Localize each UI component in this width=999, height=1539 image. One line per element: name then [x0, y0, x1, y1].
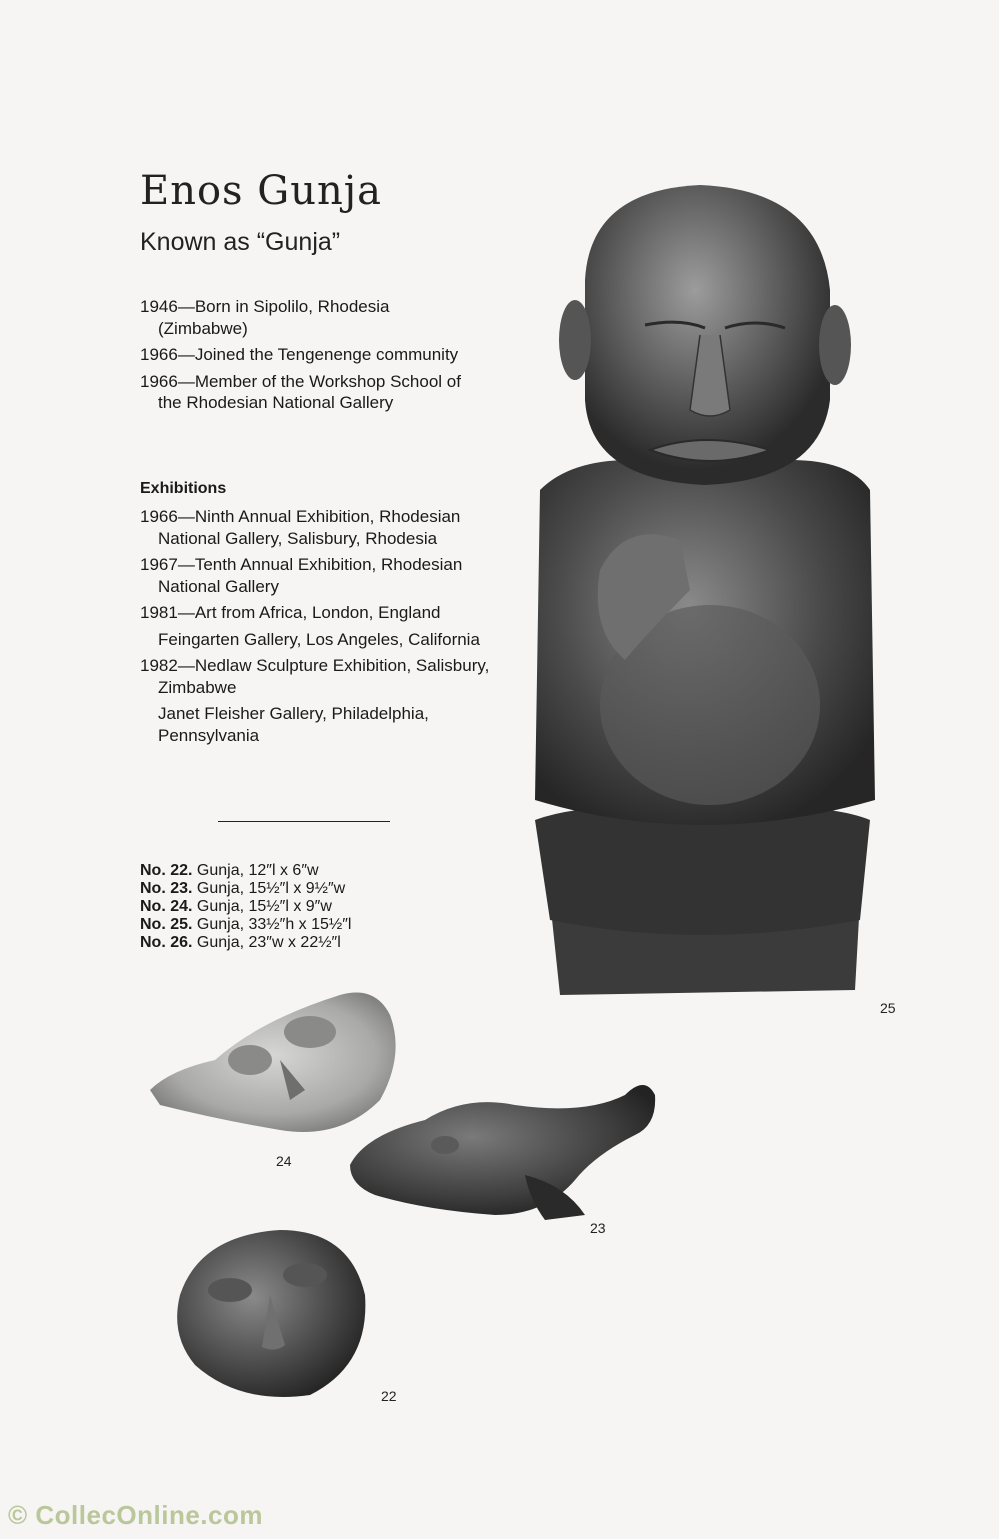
catalog-list: [140, 862, 351, 952]
exhibition-entry: 1967—Tenth Annual Exhibition, Rhodesian National Gallery: [140, 555, 463, 596]
exhibitions-list: [140, 506, 490, 751]
figure-caption-25: 25: [880, 1000, 896, 1016]
watermark-text: © ColleсOnline.com: [8, 1500, 263, 1530]
catalog-row: [140, 862, 351, 880]
catalog-number: No. 23.: [140, 880, 193, 897]
exhibition-entry: 1966—Ninth Annual Exhibition, Rhodesian National Gallery, Salisbury, Rhodesia: [140, 507, 461, 548]
bio-entry: 1966—Joined the Tengenenge community: [140, 345, 459, 364]
catalog-desc: Gunja, 15½″l x 9″w: [196, 898, 332, 915]
catalog-desc: Gunja, 12″l x 6″w: [196, 862, 319, 879]
exhibition-entry: Janet Fleisher Gallery, Philadelphia, Pennsylvania: [158, 704, 429, 745]
biography-list: [140, 296, 480, 419]
exhibition-entry: 1981—Art from Africa, London, England: [140, 603, 441, 622]
catalog-desc: Gunja, 23″w x 22½″l: [196, 934, 341, 951]
catalog-row: [140, 880, 351, 898]
figure-caption-24: 24: [276, 1153, 292, 1169]
catalog-number: No. 22.: [140, 862, 193, 879]
catalog-number: No. 26.: [140, 934, 193, 951]
page-subtitle: Known as “Gunja”: [140, 228, 341, 256]
catalog-row: [140, 934, 351, 952]
figure-caption-23: 23: [590, 1220, 606, 1236]
catalog-number: No. 25.: [140, 916, 193, 933]
catalog-row: [140, 916, 351, 934]
sculpture-25-seated-figure-image: [530, 160, 880, 1010]
catalog-desc: Gunja, 15½″l x 9½″w: [196, 880, 346, 897]
sculpture-23-reclining-figure-image: [345, 1075, 665, 1225]
bio-entry: 1946—Born in Sipolilo, Rhodesia (Zimbabwe): [140, 297, 390, 338]
section-divider: [218, 821, 390, 822]
sculpture-22-face-image: [170, 1225, 370, 1405]
exhibition-entry: 1982—Nedlaw Sculpture Exhibition, Salisbury, Zimbabwe: [140, 656, 490, 697]
exhibitions-heading: Exhibitions: [140, 480, 227, 497]
catalog-number: No. 24.: [140, 898, 193, 915]
figure-caption-22: 22: [381, 1388, 397, 1404]
catalog-row: [140, 898, 351, 916]
catalog-desc: Gunja, 33½″h x 15½″l: [196, 916, 352, 933]
exhibition-entry: Feingarten Gallery, Los Angeles, California: [158, 629, 480, 649]
bio-entry: 1966—Member of the Workshop School of the Rhodesian National Gallery: [140, 371, 461, 412]
page-title: Enos Gunja: [140, 168, 383, 214]
